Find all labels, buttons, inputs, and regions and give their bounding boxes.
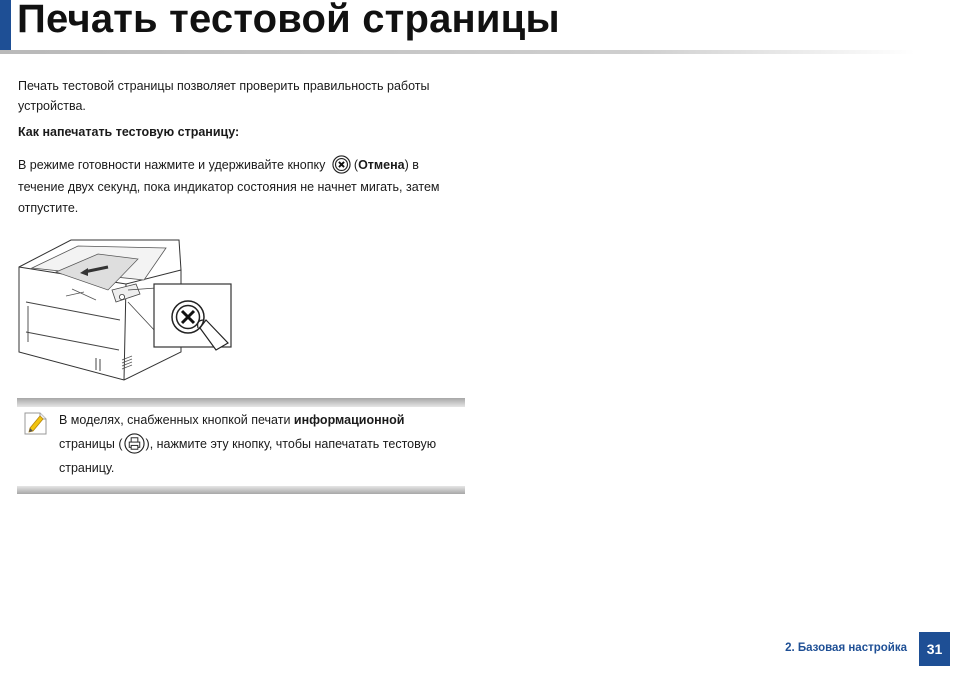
note-text [59,408,461,480]
step-text-after: ) в течение двух секунд, пока индикатор состояния не начнет мигать, затем отпустите. [18,158,440,215]
step-text-before: В режиме готовности нажмите и удерживайте кнопку [18,158,326,172]
note-top-bar [17,398,465,407]
note-bold-text: информационной [293,413,405,427]
page-number: 31 [919,632,950,666]
step-open-paren: ( [353,158,359,172]
note-text-before: В моделях, снабженных кнопкой печати [59,413,291,427]
note-pencil-icon [23,410,48,436]
footer-section-label: 2. Базовая настройка [785,642,907,654]
title-accent-bar [0,0,11,53]
step-paragraph [18,155,468,220]
cancel-button-icon [172,301,204,333]
how-to-heading: Как напечатать тестовую страницу: [18,125,240,139]
note-text-mid: страницы ( [59,437,123,451]
cancel-button-name: Отмена [358,158,405,172]
print-screen-icon [124,433,145,454]
cancel-x-icon [332,155,351,174]
note-bottom-bar [17,486,465,494]
page-title: Печать тестовой страницы [17,0,560,41]
printer-illustration [16,232,234,384]
title-divider [0,50,915,54]
note-text-after: ), нажмите эту кнопку, чтобы напечатать тестовую страницу. [59,437,437,475]
intro-paragraph: Печать тестовой страницы позволяет проверить правильность работы устройства. [18,79,430,113]
